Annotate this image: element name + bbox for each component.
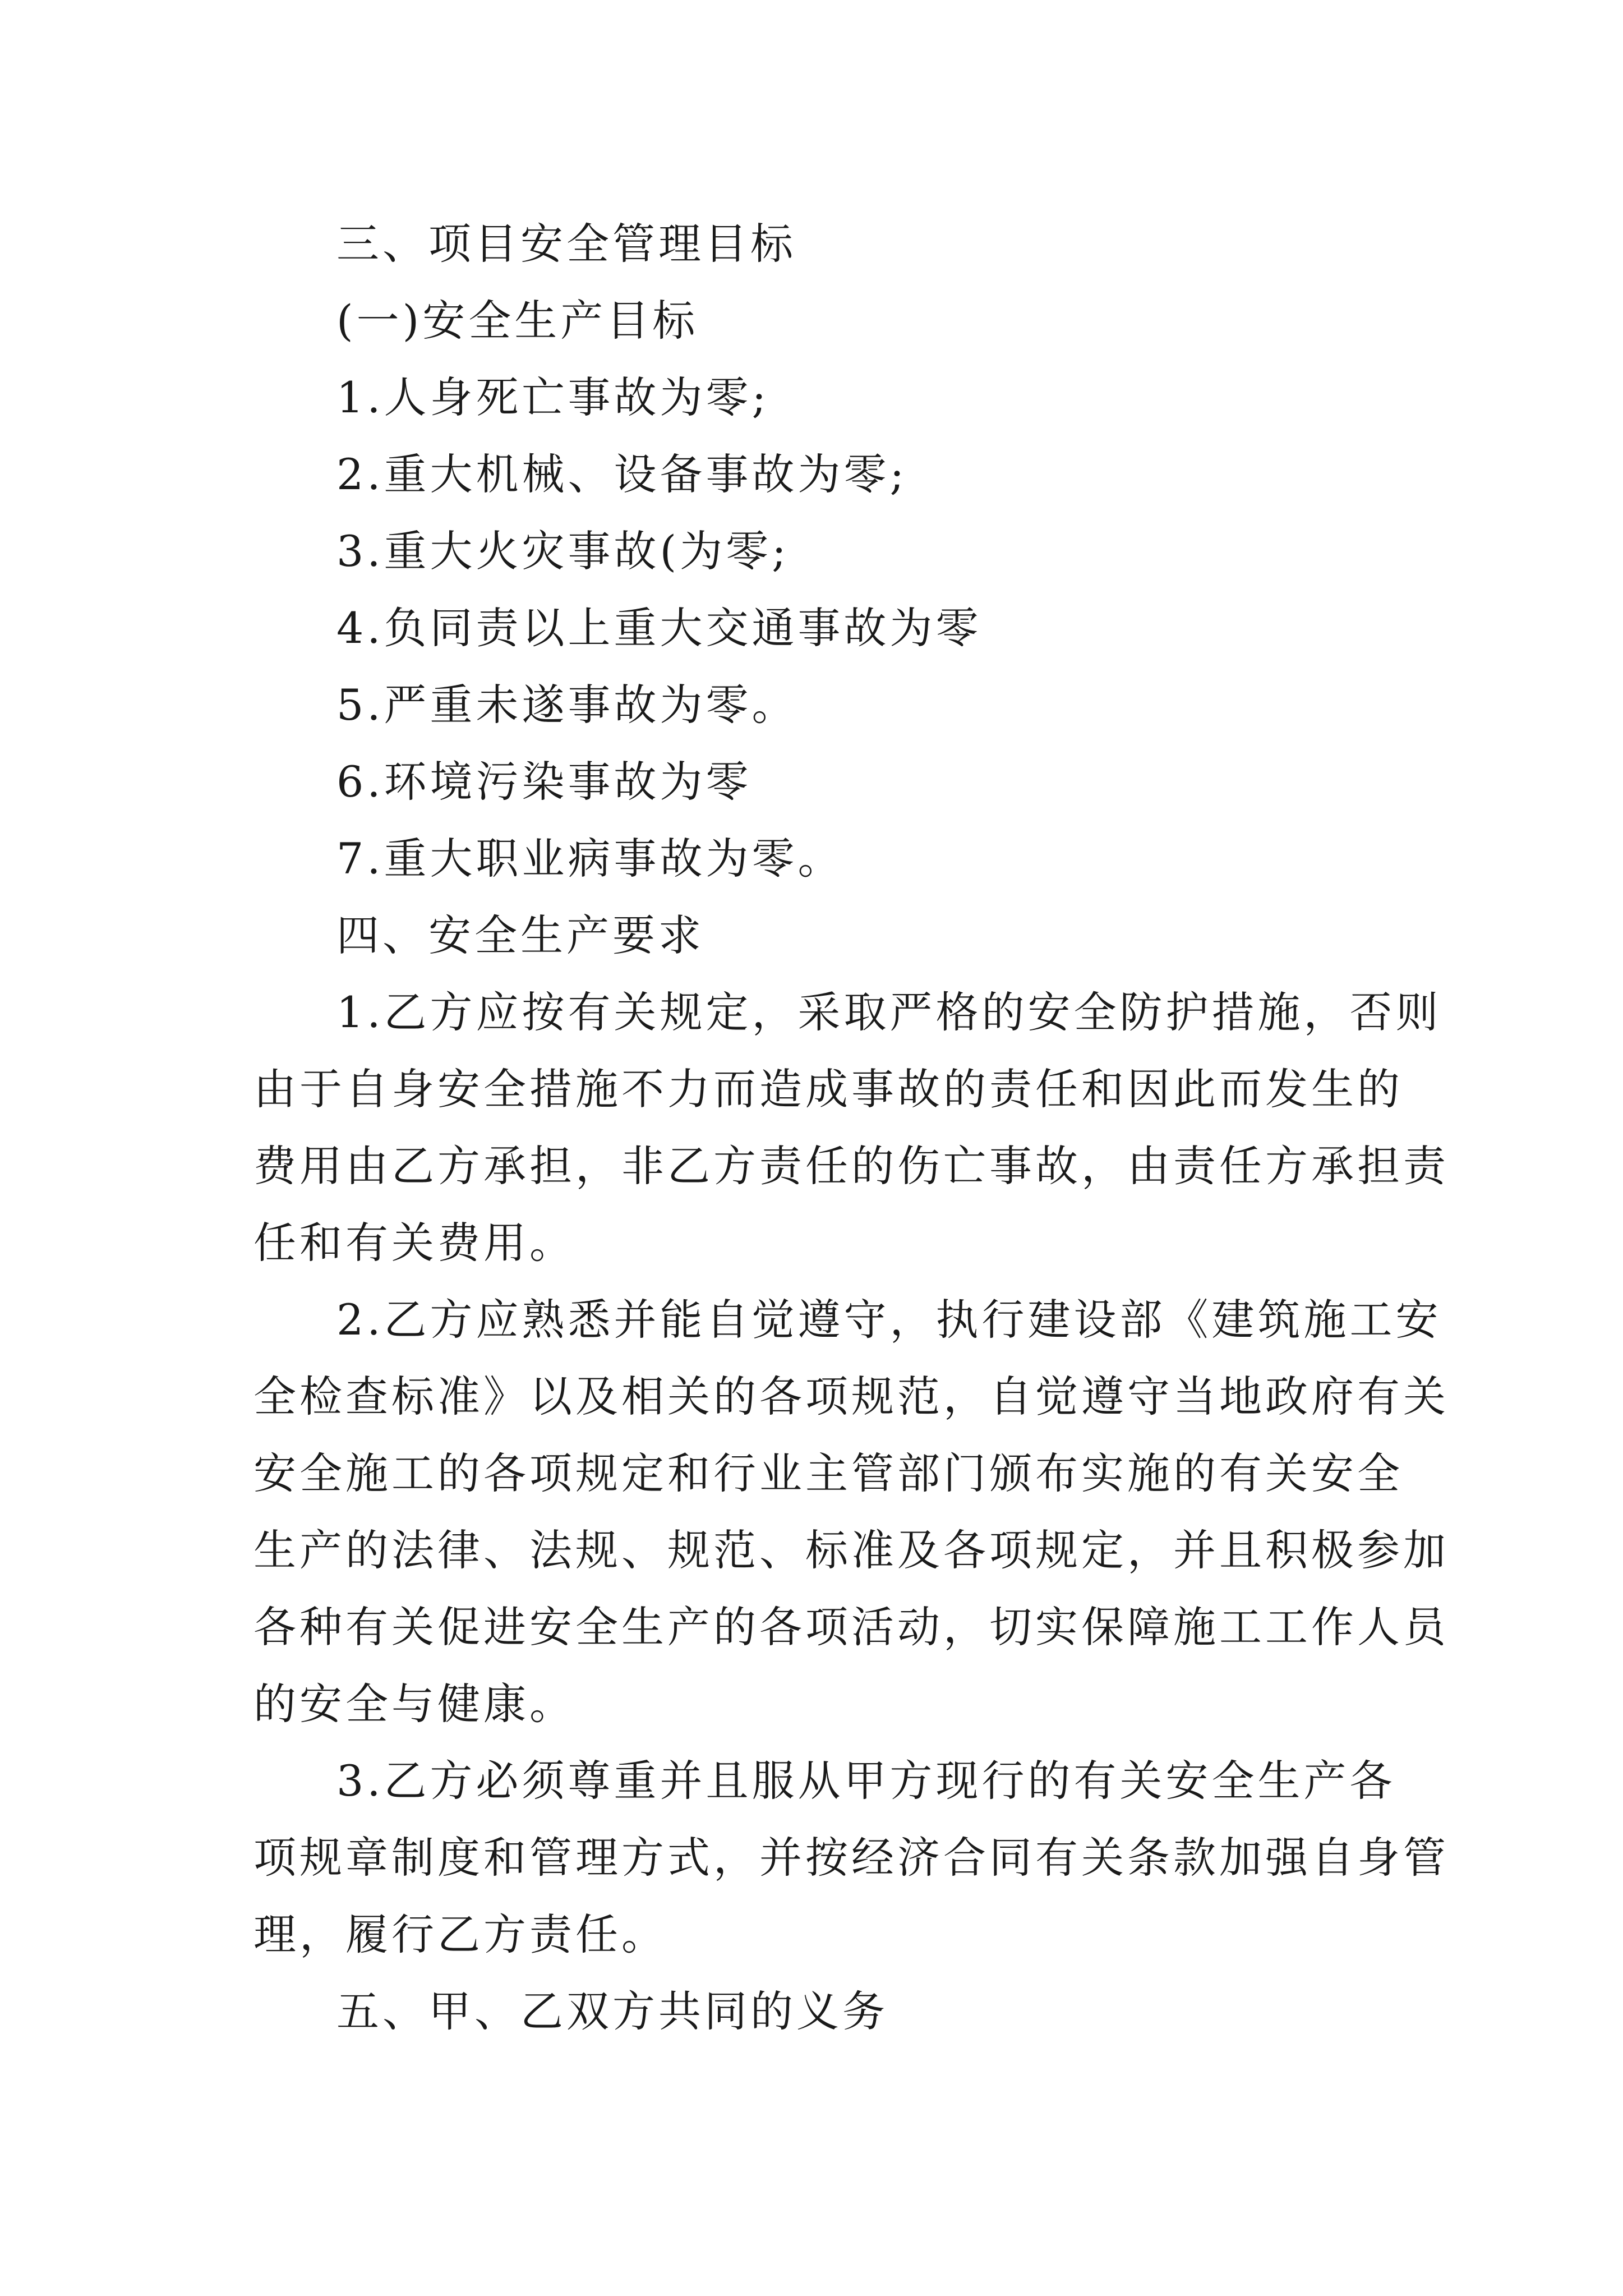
paragraph-line: 的安全与健康。 bbox=[253, 1679, 575, 1729]
paragraph-line: 1.乙方应按有关规定，采取严格的安全防护措施，否则 bbox=[336, 987, 1442, 1037]
goal-item-6: 6.环境污染事故为零 bbox=[336, 757, 752, 807]
paragraph-line: 理，履行乙方责任。 bbox=[253, 1910, 667, 1959]
paragraph-line: 任和有关费用。 bbox=[253, 1218, 575, 1268]
paragraph-line: 生产的法律、法规、规范、标准及各项规定，并且积极参加 bbox=[253, 1525, 1449, 1575]
goal-item-3: 3.重大火灾事故(为零; bbox=[336, 526, 790, 576]
section-heading-3: 三、项目安全管理目标 bbox=[336, 219, 796, 269]
paragraph-line: 全检查标准》以及相关的各项规范，自觉遵守当地政府有关 bbox=[253, 1372, 1449, 1421]
paragraph-line: 安全施工的各项规定和行业主管部门颁布实施的有关安全 bbox=[253, 1448, 1403, 1498]
goal-item-7: 7.重大职业病事故为零。 bbox=[336, 834, 844, 884]
paragraph-line: 3.乙方必须尊重并且服从甲方现行的有关安全生产各 bbox=[336, 1756, 1396, 1806]
paragraph-line: 2.乙方应熟悉并能自觉遵守，执行建设部《建筑施工安 bbox=[336, 1295, 1442, 1345]
goal-item-2: 2.重大机械、设备事故为零; bbox=[336, 449, 908, 499]
section-heading-4: 四、安全生产要求 bbox=[336, 910, 704, 960]
paragraph-line: 费用由乙方承担，非乙方责任的伤亡事故，由责任方承担责 bbox=[253, 1141, 1449, 1191]
goal-item-4: 4.负同责以上重大交通事故为零 bbox=[336, 603, 982, 653]
paragraph-line: 由于自身安全措施不力而造成事故的责任和因此而发生的 bbox=[253, 1064, 1403, 1114]
section-heading-5: 五、甲、乙双方共同的义务 bbox=[336, 1986, 888, 2036]
subsection-heading-1: (一)安全生产目标 bbox=[336, 296, 699, 346]
goal-item-1: 1.人身死亡事故为零; bbox=[336, 372, 770, 422]
goal-item-5: 5.严重未遂事故为零。 bbox=[336, 680, 798, 730]
paragraph-line: 各种有关促进安全生产的各项活动，切实保障施工工作人员 bbox=[253, 1602, 1449, 1652]
paragraph-line: 项规章制度和管理方式，并按经济合同有关条款加强自身管 bbox=[253, 1833, 1449, 1883]
